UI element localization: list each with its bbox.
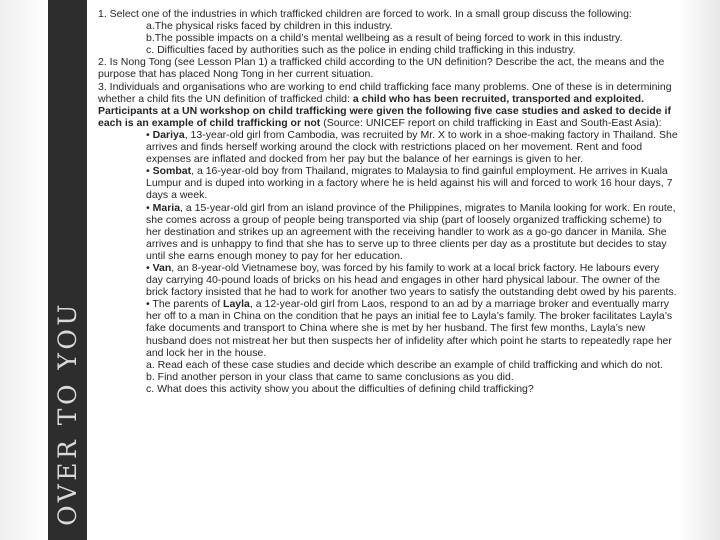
case-bullet: • — [146, 261, 150, 274]
case-text: , 13-year-old girl from Cambodia, was recruited by Mr. X to work in a shoe-making factory in Thailand. She arrives and finds herself working around the clock with restrictions placed on her movement. Rent and food expenses are inflated and docked from her pay but the balance of her earnings is given to her. — [146, 128, 678, 166]
question-3 — [98, 81, 678, 129]
case-text: , a 16-year-old boy from Thailand, migrates to Malaysia to find gainful employment. He arrives in Kuala Lumpur and is duped into working in a factory where he is held against his will and forced to work 16 hour days, 7 days a week. — [146, 165, 673, 202]
question-1-part-c: c. Difficulties faced by authorities such as the police in ending child trafficking in this industry. — [146, 44, 576, 57]
case-bullet: • — [146, 298, 150, 311]
case-text-before: The parents of — [152, 298, 224, 311]
case-name: Van — [152, 261, 172, 274]
question-3-source: (Source: UNICEF report on child trafficking in East and South-East Asia): — [320, 116, 662, 129]
page-edge-left — [0, 0, 46, 540]
case-name: Maria — [152, 201, 181, 214]
case-text: , an 8-year-old Vietnamese boy, was forced by his family to work at a local brick factory. He labours every day carrying 40-pound loads of bricks on his head and engages in other hard physical labour. The owner of the brick factory insisted that he had to work for another two years to satisfy the outstanding debt owed by his parents. — [146, 261, 677, 299]
case-study-maria — [98, 202, 678, 262]
sidebar-title: OVER TO YOU — [53, 301, 82, 526]
case-name: Sombat — [152, 165, 192, 178]
question-1-part-b: b.The possible impacts on a child’s mental wellbeing as a result of being forced to work in this industry. — [146, 32, 623, 45]
question-1: 1. Select one of the industries in which trafficked children are forced to work. In a small group discuss the following: — [98, 8, 632, 20]
document-body — [98, 8, 678, 395]
task-a: a. Read each of these case studies and decide which describe an example of child trafficking and which do not. — [146, 358, 663, 371]
page-edge-right — [678, 0, 720, 540]
case-bullet: • — [146, 201, 150, 214]
case-name: Dariya — [152, 128, 185, 141]
question-3-intro: 3. Individuals and organisations who are working to end child trafficking face many problems. One of these is in determining whether a child fits the UN definition of trafficked child: — [98, 80, 672, 105]
case-study-sombat — [98, 165, 678, 201]
case-name: Layla — [223, 298, 250, 311]
question-3-bold: a child who has been recruited, transported and exploited. Participants at a UN workshop on child trafficking were given the following five case studies and asked to decide if each is an example of child trafficking or not — [98, 92, 671, 129]
case-text: , a 15-year-old girl from an island province of the Philippines, migrates to Manila looking for work. En route, she comes across a group of people being transported via ship (part of loosely organized trafficking scheme) to her destination and strikes up an agreement with the receiving handler to work as a go-go dancer in Manila. She arrives and is unhappy to find that she has to serve up to three clients per day as a prostitute but decides to stay until she earns enough money to pay for her education. — [146, 201, 676, 262]
case-study-dariya — [98, 129, 678, 165]
task-c: c. What does this activity show you about the difficulties of defining child trafficking? — [146, 382, 534, 395]
case-study-van — [98, 262, 678, 298]
case-text: , a 12-year-old girl from Laos, respond to an ad by a marriage broker and eventually marry her off to a man in China on the condition that he pays an initial fee to Layla’s family. The broker facilitates Layla’s fake documents and transport to China where she is met by her husband. The first few months, Layla’s new husband does not mistreat her but then suspects her of infidelity after which point he starts to repeatedly rape her and lock her in the house. — [146, 298, 673, 359]
case-bullet: • — [146, 165, 150, 178]
sidebar-banner — [48, 0, 87, 540]
question-1-part-a: a.The physical risks faced by children in this industry. — [146, 20, 393, 33]
case-bullet: • — [146, 128, 150, 141]
question-2: 2. Is Nong Tong (see Lesson Plan 1) a trafficked child according to the UN definition? Describe the act, the means and the purpose that has placed Nong Tong in her current situation. — [98, 56, 665, 81]
task-b: b. Find another person in your class that came to same conclusions as you did. — [146, 370, 514, 383]
case-study-layla — [98, 298, 678, 358]
